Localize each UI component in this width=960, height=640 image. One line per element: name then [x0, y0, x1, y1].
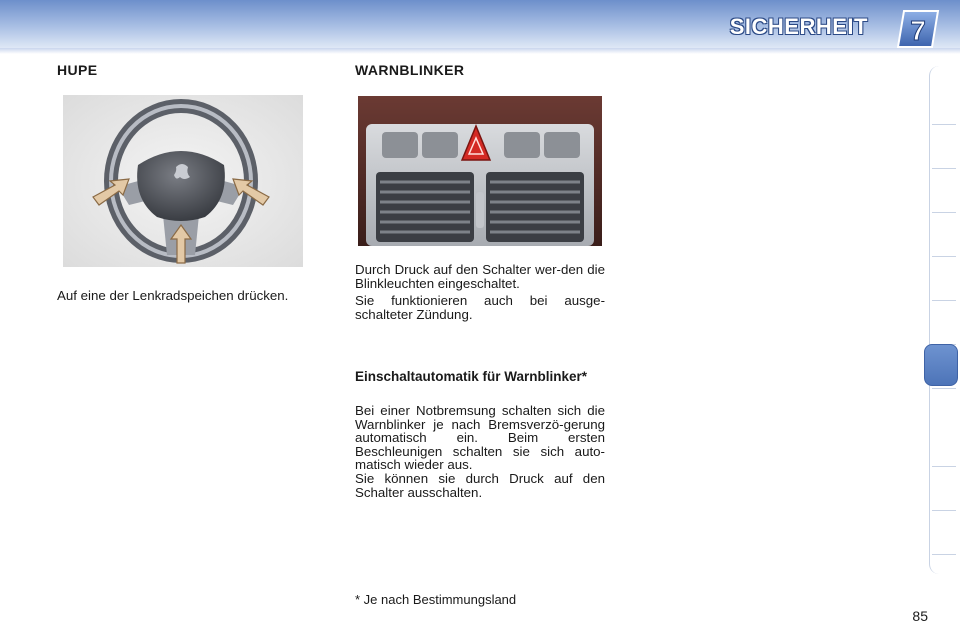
- auto-hazard-subtitle: Einschaltautomatik für Warnblinker*: [355, 369, 588, 384]
- steering-wheel-photo: [63, 95, 303, 267]
- hazard-paragraph-1: Durch Druck auf den Schalter wer-den die Blinkleuchten eingeschaltet.: [355, 262, 605, 291]
- tab-divider: [932, 212, 956, 213]
- tab-divider: [932, 300, 956, 301]
- airbag-hub: [137, 151, 225, 221]
- tab-divider: [932, 168, 956, 169]
- active-chapter-tab: [924, 344, 958, 386]
- page-number: 85: [912, 608, 928, 624]
- auto-hazard-paragraph-1: Bei einer Notbremsung schalten sich die Warnblinker je nach Bremsverzö-gerung automatisch ein. Beim ersten Beschleunigen schalten sie sich auto-matisch wieder aus.: [355, 403, 605, 472]
- chapter-tabs: [929, 66, 956, 574]
- section-title: SICHERHEIT: [729, 14, 868, 39]
- hazard-paragraph-2: Sie funktionieren auch bei ausge-schalteter Zündung.: [355, 293, 605, 322]
- tab-divider: [932, 124, 956, 125]
- tab-divider: [932, 510, 956, 511]
- horn-title: HUPE: [57, 62, 98, 78]
- hazard-title: WARNBLINKER: [355, 62, 465, 78]
- horn-caption: Auf eine der Lenkradspeichen drücken.: [57, 288, 289, 303]
- tab-divider: [932, 256, 956, 257]
- tab-divider: [932, 554, 956, 555]
- auto-hazard-paragraph-2: Sie können sie durch Druck auf den Schalter ausschalten.: [355, 471, 605, 500]
- tab-divider: [932, 466, 956, 467]
- chapter-number: 7: [910, 15, 926, 46]
- hazard-switch-photo: [358, 96, 602, 246]
- chapter-badge: [896, 9, 940, 49]
- footnote: * Je nach Bestimmungsland: [355, 592, 517, 607]
- tab-divider: [932, 388, 956, 389]
